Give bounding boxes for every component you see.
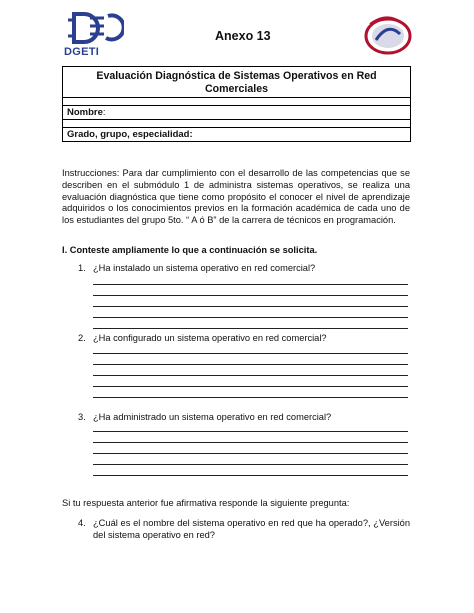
name-label: Nombre: [67, 107, 103, 118]
followup-note: Si tu respuesta anterior fue afirmativa responde la siguiente pregunta:: [62, 498, 350, 508]
name-field[interactable]: [63, 106, 411, 120]
cbtis-emblem-icon: [362, 12, 414, 58]
question-number: 3.: [78, 412, 86, 422]
dgeti-logo: [60, 12, 124, 58]
name-colon: :: [102, 107, 106, 118]
answer-line[interactable]: [93, 353, 408, 354]
answer-line[interactable]: [93, 364, 408, 365]
answer-line[interactable]: [93, 453, 408, 454]
table-spacer: [63, 98, 411, 106]
answer-line[interactable]: [93, 442, 408, 443]
answer-line[interactable]: [93, 295, 408, 296]
question-text: ¿Ha administrado un sistema operativo en red comercial?: [93, 412, 332, 422]
answer-line[interactable]: [93, 464, 408, 465]
table-spacer: [63, 120, 411, 128]
answer-line[interactable]: [93, 431, 408, 432]
cbtis-logo: [362, 12, 414, 58]
answer-line[interactable]: [93, 284, 408, 285]
answer-line[interactable]: [93, 397, 408, 398]
instructions-text: Instrucciones: Para dar cumplimiento con el desarrollo de las competencias que se describen en el submódulo 1 de administra sistemas operativos, se realiza una evaluación diagnóstica que tiene como propósito el conocer el nivel de aprendizaje adquiridos o los conocimientos previos en la formación académica de cada uno de los estudiantes del grupo 5to. “ A ó B” de la carrera de técnicos en programación.: [62, 168, 410, 226]
question-number: 4.: [78, 518, 86, 528]
answer-line[interactable]: [93, 386, 408, 387]
question-4: [78, 517, 410, 541]
answer-line[interactable]: [93, 317, 408, 318]
annex-title: Anexo 13: [215, 29, 271, 43]
answer-line[interactable]: [93, 328, 408, 329]
question-text: ¿Cuál es el nombre del sistema operativo en red que ha operado?, ¿Versión del sistema operativo en red?: [93, 518, 410, 540]
group-field[interactable]: [63, 128, 411, 142]
dgeti-logo-text: DGETI: [64, 46, 100, 58]
question-text: ¿Ha instalado un sistema operativo en red comercial?: [93, 263, 316, 273]
question-number: 1.: [78, 263, 86, 273]
answer-line[interactable]: [93, 475, 408, 476]
section-title: I. Conteste ampliamente lo que a continuación se solicita.: [62, 245, 318, 255]
student-info-table: [62, 66, 411, 142]
form-title: Evaluación Diagnóstica de Sistemas Operativos en Red Comerciales: [63, 67, 411, 98]
question-text: ¿Ha configurado un sistema operativo en red comercial?: [93, 333, 327, 343]
answer-line[interactable]: [93, 375, 408, 376]
answer-line[interactable]: [93, 306, 408, 307]
question-number: 2.: [78, 333, 86, 343]
group-label: Grado, grupo, especialidad:: [67, 129, 193, 140]
dgeti-emblem-icon: [60, 12, 124, 48]
